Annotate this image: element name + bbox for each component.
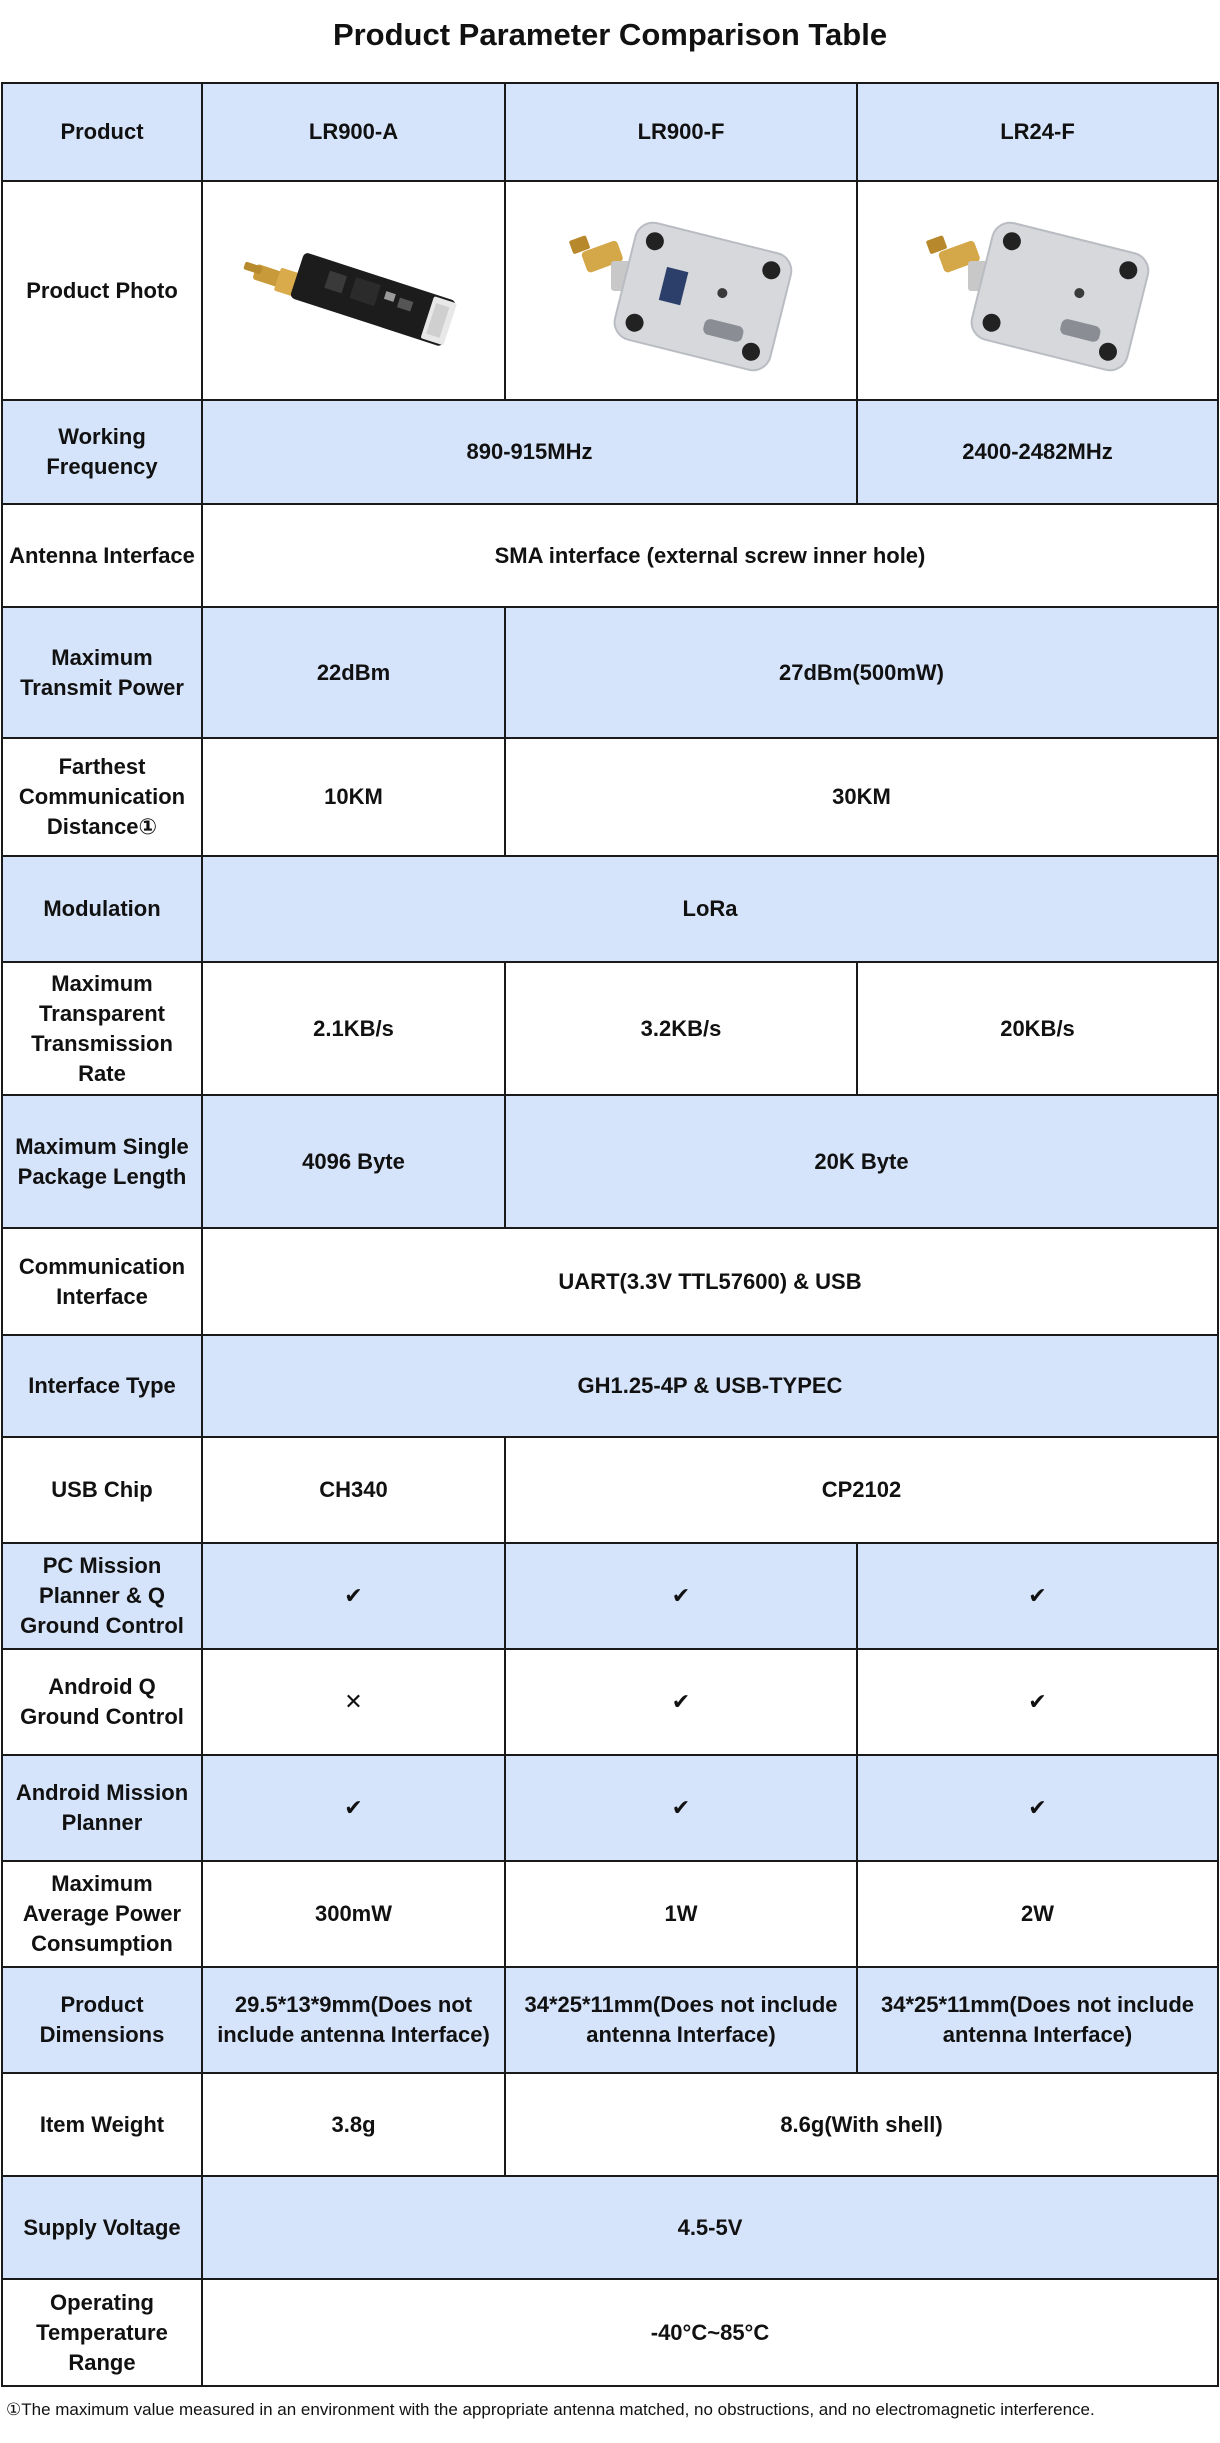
check-icon: ✔ <box>505 1755 857 1861</box>
table-cell: 300mW <box>202 1861 505 1967</box>
table-cell: 34*25*11mm(Does not include antenna Interface) <box>505 1967 857 2073</box>
page-title: Product Parameter Comparison Table <box>332 17 888 52</box>
row-label: Product Photo <box>2 181 202 400</box>
row-label: Maximum Transparent Transmission Rate <box>2 962 202 1095</box>
table-cell: SMA interface (external screw inner hole) <box>202 504 1218 607</box>
table-cell: 10KM <box>202 738 505 856</box>
table-cell: 4096 Byte <box>202 1095 505 1228</box>
table-row-android-mission-planner <box>2 1755 1218 1861</box>
row-label: Operating Temperature Range <box>2 2279 202 2386</box>
table-row-header <box>2 83 1218 181</box>
row-label: Communication Interface <box>2 1228 202 1335</box>
row-label: Maximum Single Package Length <box>2 1095 202 1228</box>
table-row-temperature <box>2 2279 1218 2386</box>
product-photo-lr900-a <box>202 181 505 400</box>
row-label: Farthest Communication Distance① <box>2 738 202 856</box>
check-icon: ✔ <box>505 1649 857 1755</box>
table-cell: CP2102 <box>505 1437 1218 1543</box>
table-cell: CH340 <box>202 1437 505 1543</box>
table-cell: 30KM <box>505 738 1218 856</box>
table-cell: 3.8g <box>202 2073 505 2176</box>
row-label: Product <box>2 83 202 181</box>
row-label: Interface Type <box>2 1335 202 1437</box>
row-label: Maximum Average Power Consumption <box>2 1861 202 1967</box>
table-row-modulation <box>2 856 1218 962</box>
table-row-weight <box>2 2073 1218 2176</box>
lr900-f-module-image <box>561 206 801 376</box>
table-cell: 4.5-5V <box>202 2176 1218 2279</box>
row-label: Supply Voltage <box>2 2176 202 2279</box>
check-icon: ✔ <box>857 1649 1218 1755</box>
table-cell: UART(3.3V TTL57600) & USB <box>202 1228 1218 1335</box>
table-cell: 27dBm(500mW) <box>505 607 1218 738</box>
product-name-lr24-f: LR24-F <box>857 83 1218 181</box>
table-row-comm <box>2 1228 1218 1335</box>
table-cell: 2.1KB/s <box>202 962 505 1095</box>
table-cell: 890-915MHz <box>202 400 857 504</box>
table-cell: 2400-2482MHz <box>857 400 1218 504</box>
row-label: Antenna Interface <box>2 504 202 607</box>
row-label: Working Frequency <box>2 400 202 504</box>
cross-icon: ✕ <box>202 1649 505 1755</box>
table-cell: LoRa <box>202 856 1218 962</box>
lr24-f-module-image <box>918 206 1158 376</box>
table-row-usb-chip <box>2 1437 1218 1543</box>
product-photo-lr24-f <box>857 181 1218 400</box>
table-row-frequency <box>2 400 1218 504</box>
check-icon: ✔ <box>202 1755 505 1861</box>
row-label: USB Chip <box>2 1437 202 1543</box>
check-icon: ✔ <box>202 1543 505 1649</box>
table-row-voltage <box>2 2176 1218 2279</box>
comparison-table <box>1 82 1219 2387</box>
table-cell: 2W <box>857 1861 1218 1967</box>
table-row-package <box>2 1095 1218 1228</box>
row-label: Android Q Ground Control <box>2 1649 202 1755</box>
table-row-distance <box>2 738 1218 856</box>
table-cell: 3.2KB/s <box>505 962 857 1095</box>
table-row-pc-mission-planner <box>2 1543 1218 1649</box>
table-cell: 29.5*13*9mm(Does not include antenna Interface) <box>202 1967 505 2073</box>
table-cell: 22dBm <box>202 607 505 738</box>
product-name-lr900-a: LR900-A <box>202 83 505 181</box>
table-cell: -40°C~85°C <box>202 2279 1218 2386</box>
table-row-antenna <box>2 504 1218 607</box>
table-cell: 1W <box>505 1861 857 1967</box>
row-label: PC Mission Planner & Q Ground Control <box>2 1543 202 1649</box>
row-label: Android Mission Planner <box>2 1755 202 1861</box>
product-photo-lr900-f <box>505 181 857 400</box>
lr900-a-module-image <box>239 226 469 356</box>
row-label: Modulation <box>2 856 202 962</box>
product-name-lr900-f: LR900-F <box>505 83 857 181</box>
row-label: Item Weight <box>2 2073 202 2176</box>
table-cell: 8.6g(With shell) <box>505 2073 1218 2176</box>
table-row-consumption <box>2 1861 1218 1967</box>
table-cell: GH1.25-4P & USB-TYPEC <box>202 1335 1218 1437</box>
table-row-photo <box>2 181 1218 400</box>
table-cell: 20KB/s <box>857 962 1218 1095</box>
table-row-interface-type <box>2 1335 1218 1437</box>
row-label: Maximum Transmit Power <box>2 607 202 738</box>
table-row-dimensions <box>2 1967 1218 2073</box>
table-row-android-q <box>2 1649 1218 1755</box>
check-icon: ✔ <box>857 1755 1218 1861</box>
table-row-rate <box>2 962 1218 1095</box>
footnote: ①The maximum value measured in an environment with the appropriate antenna matched, no obstructions, and no electromagnetic interference. <box>6 2400 1095 2419</box>
table-cell: 20K Byte <box>505 1095 1218 1228</box>
table-cell: 34*25*11mm(Does not include antenna Interface) <box>857 1967 1218 2073</box>
table-row-power <box>2 607 1218 738</box>
check-icon: ✔ <box>505 1543 857 1649</box>
check-icon: ✔ <box>857 1543 1218 1649</box>
row-label: Product Dimensions <box>2 1967 202 2073</box>
